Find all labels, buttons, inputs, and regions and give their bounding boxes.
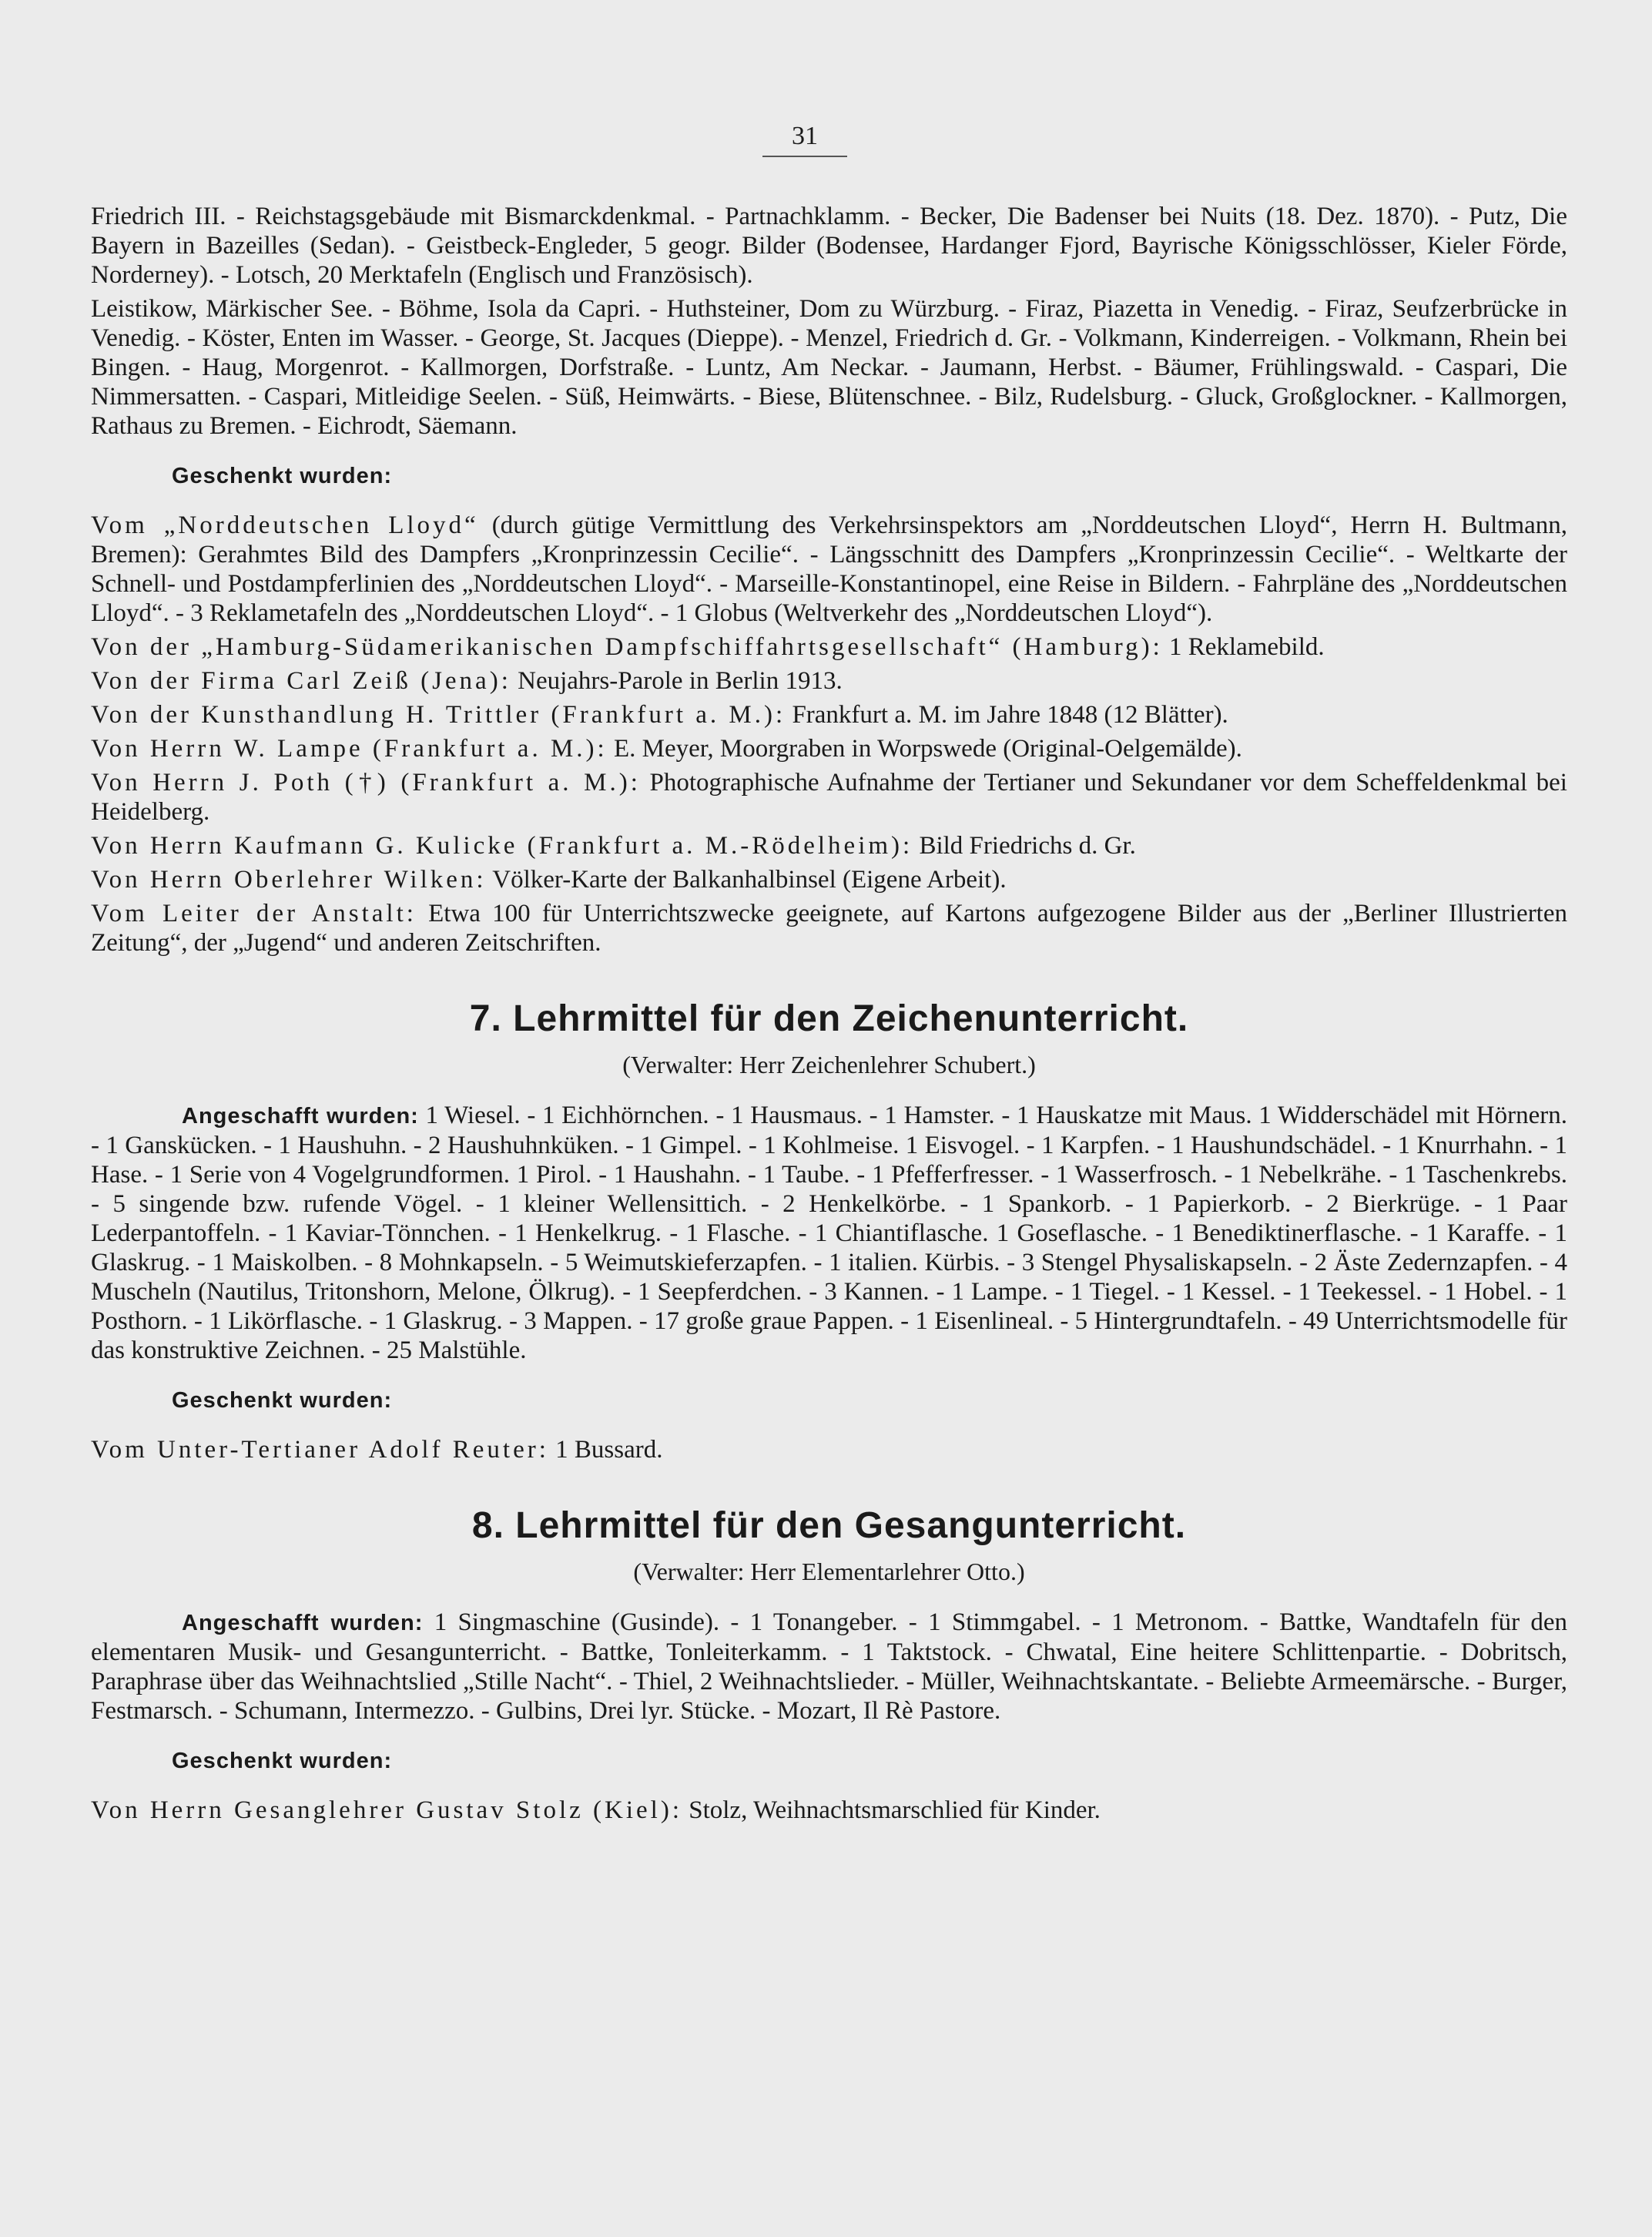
gift-text: Bild Friedrichs d. Gr. — [913, 832, 1136, 860]
purchased-text: 1 Singmaschine (Gusinde). - 1 Tonangeber. - 1 Stimmgabel. - 1 Metronom. - Battke, Wandtafeln für den elementaren Musik- und Gesangunterricht. - Battke, Tonleiterkamm. - 1 Taktstock. - Chwatal, Eine heitere Schlittenpartie. - Dobritsch, Paraphrase über das Weihnachtslied „Stille Nacht“. - Thiel, 2 Weihnachtslieder. - Müller, Weihnachtskantate. - Beliebte Armeemärsche. - Burger, Festmarsch. - Schumann, Intermezzo. - Gulbins, Drei lyr. Stücke. - Mozart, Il Rè Pastore. — [91, 1608, 1568, 1725]
gift-text: Etwa 100 für Unterrichtszwecke geeignete, auf Kartons aufgezogene Bilder aus der „Berliner Illustrierten Zeitung“, der „Jugend“ und anderen Zeitschriften. — [91, 900, 1567, 957]
gift-donor: Von Herrn W. Lampe (Frankfurt a. M.): — [91, 735, 608, 763]
gift-donor: Von der Kunsthandlung H. Trittler (Frankfurt a. M.): — [91, 701, 786, 729]
purchased-lead: Angeschafft wurden: — [182, 1611, 424, 1635]
gift-text: (durch gütige Vermittlung des Verkehrsinspektors am „Norddeutschen Lloyd“, Herrn H. Bultmann, Bremen): Gerahmtes Bild des Dampfers „Kronprinzessin Cecilie“. - Längsschnitt des Dampfers „Kronprinzessin Cecilie“. - Weltkarte der Schnell- und Postdampferlinien des „Norddeutschen Lloyd“. - Marseille-Konstantinopel, eine Reise in Bildern. - Fahrpläne des „Norddeutschen Lloyd“. - 3 Reklametafeln des „Norddeutschen Lloyd“. - 1 Globus (Weltverkehr des „Norddeutschen Lloyd“). — [91, 511, 1568, 627]
intro-paragraph-2: Leistikow, Märkischer See. - Böhme, Isola da Capri. - Huthsteiner, Dom zu Würzburg. - Firaz, Piazetta in Venedig. - Firaz, Seufzerbrücke in Venedig. - Köster, Enten im Wasser. - George, St. Jacques (Dieppe). - Menzel, Friedrich d. Gr. - Volkmann, Kinderreigen. - Volkmann, Rhein bei Bingen. - Haug, Morgenrot. - Kallmorgen, Dorfstraße. - Luntz, Am Neckar. - Jaumann, Herbst. - Bäumer, Frühlingswald. - Caspari, Die Nimmersatten. - Caspari, Mitleidige Seelen. - Süß, Heimwärts. - Biese, Blütenschnee. - Bilz, Rudelsburg. - Gluck, Großglockner. - Kallmorgen, Rathaus zu Bremen. - Eichrodt, Säemann. — [91, 295, 1567, 440]
gift-entry — [91, 666, 1567, 696]
gift-text: Frankfurt a. M. im Jahre 1848 (12 Blätter). — [786, 701, 1228, 729]
section-7-purchased — [91, 1101, 1567, 1365]
section-7-gift-entry — [91, 1435, 1567, 1464]
gift-entry — [91, 511, 1567, 628]
gift-donor: Vom Unter-Tertianer Adolf Reuter: — [91, 1436, 549, 1464]
gift-text: Photographische Aufnahme der Tertianer und Sekundaner vor dem Scheffeldenkmal bei Heidelberg. — [91, 769, 1567, 826]
gift-text: 1 Reklamebild. — [1162, 633, 1325, 661]
gift-entry — [91, 768, 1567, 827]
gift-entry — [91, 899, 1567, 958]
section-8-gift-entry — [91, 1796, 1567, 1825]
section-8-title: 8. Lehrmittel für den Gesangunterricht. — [471, 1505, 1187, 1546]
section-7-gifts-heading: Geschenkt wurden: — [172, 1388, 393, 1413]
page-content — [91, 202, 1567, 1830]
gifts-heading: Geschenkt wurden: — [172, 464, 393, 488]
gift-donor: Von Herrn J. Poth (†) (Frankfurt a. M.): — [91, 769, 641, 797]
gift-text: Völker-Karte der Balkanhalbinsel (Eigene Arbeit). — [486, 866, 1007, 894]
purchased-text: 1 Wiesel. - 1 Eichhörnchen. - 1 Hausmaus. - 1 Hamster. - 1 Hauskatze mit Maus. 1 Widderschädel mit Hörnern. - 1 Ganskücken. - 1 Haushuhn. - 2 Haushuhnküken. - 1 Gimpel. - 1 Kohlmeise. 1 Eisvogel. - 1 Karpfen. - 1 Haushundschädel. - 1 Knurrhahn. - 1 Hase. - 1 Serie von 4 Vogelgrundformen. 1 Pirol. - 1 Haushahn. - 1 Taube. - 1 Pfefferfresser. - 1 Wasserfrosch. - 1 Nebelkrähe. - 1 Taschenkrebs. - 5 singende bzw. rufende Vögel. - 1 kleiner Wellensittich. - 2 Henkelkörbe. - 1 Spankorb. - 1 Papierkorb. - 2 Bierkrüge. - 1 Paar Lederpantoffeln. - 1 Kaviar-Tönnchen. - 1 Henkelkrug. - 1 Flasche. - 1 Chiantiflasche. 1 Goseflasche. - 1 Benediktinerflasche. - 1 Karaffe. - 1 Glaskrug. - 1 Maiskolben. - 8 Mohnkapseln. - 5 Weimutskieferzapfen. - 1 italien. Kürbis. - 3 Stengel Physaliskapseln. - 2 Äste Zedernzapfen. - 4 Muscheln (Nautilus, Tritonshorn, Melone, Ölkrug). - 1 Seepferdchen. - 3 Kannen. - 1 Lampe. - 1 Tiegel. - 1 Kessel. - 1 Teekessel. - 1 Hobel. - 1 Posthorn. - 1 Likörflasche. - 1 Glaskrug. - 3 Mappen. - 17 große graue Pappen. - 1 Eisenlineal. - 5 Hintergrundtafeln. - 49 Unterrichtsmodelle für das konstruktive Zeichnen. - 25 Malstühle. — [91, 1102, 1567, 1364]
section-8-gifts-heading: Geschenkt wurden: — [172, 1749, 393, 1773]
section-8-subtitle: (Verwalter: Herr Elementarlehrer Otto.) — [633, 1558, 1025, 1585]
gift-donor: Von Herrn Oberlehrer Wilken: — [91, 866, 487, 894]
gift-entry — [91, 831, 1567, 860]
gift-donor: Von Herrn Kaufmann G. Kulicke (Frankfurt a. M.-Rödelheim): — [91, 832, 913, 860]
intro-paragraph-1: Friedrich III. - Reichstagsgebäude mit Bismarckdenkmal. - Partnachklamm. - Becker, Die Badenser bei Nuits (18. Dez. 1870). - Putz, Die Bayern in Bazeilles (Sedan). - Geistbeck-Engleder, 5 geogr. Bilder (Bodensee, Hardanger Fjord, Bayrische Königsschlösser, Kieler Förde, Norderney). - Lotsch, 20 Merktafeln (Englisch und Französisch). — [91, 203, 1567, 289]
page-number: 31 — [762, 122, 847, 157]
gift-donor: Vom Leiter der Anstalt: — [91, 900, 417, 927]
section-7-title: 7. Lehrmittel für den Zeichenunterricht. — [469, 998, 1189, 1039]
gift-donor: Vom „Norddeutschen Lloyd“ — [91, 511, 479, 539]
gift-donor: Von der „Hamburg-Südamerikanischen Dampfschiffahrtsgesellschaft“ (Hamburg): — [91, 633, 1163, 661]
gift-text: Stolz, Weihnachtsmarschlied für Kinder. — [682, 1796, 1101, 1824]
purchased-lead: Angeschafft wurden: — [182, 1104, 419, 1129]
gift-text: 1 Bussard. — [548, 1436, 663, 1464]
gift-donor: Von Herrn Gesanglehrer Gustav Stolz (Kiel): — [91, 1796, 682, 1824]
gift-entry — [91, 865, 1567, 894]
gift-donor: Von der Firma Carl Zeiß (Jena): — [91, 667, 511, 695]
gift-text: E. Meyer, Moorgraben in Worpswede (Original-Oelgemälde). — [607, 735, 1242, 763]
gift-text: Neujahrs-Parole in Berlin 1913. — [511, 667, 843, 695]
gift-entry — [91, 700, 1567, 729]
gift-entry — [91, 734, 1567, 763]
section-7-subtitle: (Verwalter: Herr Zeichenlehrer Schubert.) — [622, 1051, 1036, 1078]
section-8-purchased — [91, 1608, 1567, 1726]
gift-entry — [91, 632, 1567, 662]
